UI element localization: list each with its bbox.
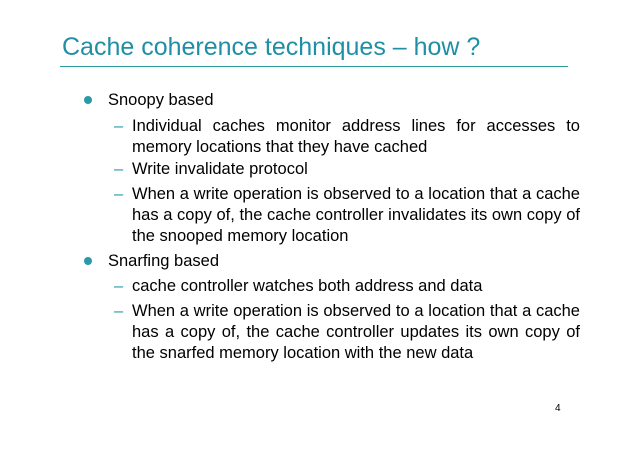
sub-item-write-invalidate: Write invalidate protocol [132,160,308,178]
sub-item-invalidates: When a write operation is observed to a location that a cache has a copy of, the cache controller invalidates its own copy of the snooped memory location [132,185,580,245]
bullet-dot-icon [84,257,92,265]
slide-title: Cache coherence techniques – how ? [62,33,481,61]
dash-icon: – [114,277,124,295]
sub-item-updates: When a write operation is observed to a location that a cache has a copy of, the cache controller updates its own copy of the snarfed memory location with the new data [132,302,580,362]
dash-icon: – [114,117,124,135]
page-number: 4 [555,403,561,414]
bullet-dot-icon [84,96,92,104]
dash-icon: – [114,160,124,178]
dash-icon: – [114,185,124,203]
bullet-snoopy-label: Snoopy based [108,91,214,109]
bullet-snarfing-label: Snarfing based [108,252,219,270]
sub-item-monitor: Individual caches monitor address lines for accesses to memory locations that they have cached [132,117,580,156]
sub-item-watches: cache controller watches both address and data [132,277,483,295]
dash-icon: – [114,302,124,320]
